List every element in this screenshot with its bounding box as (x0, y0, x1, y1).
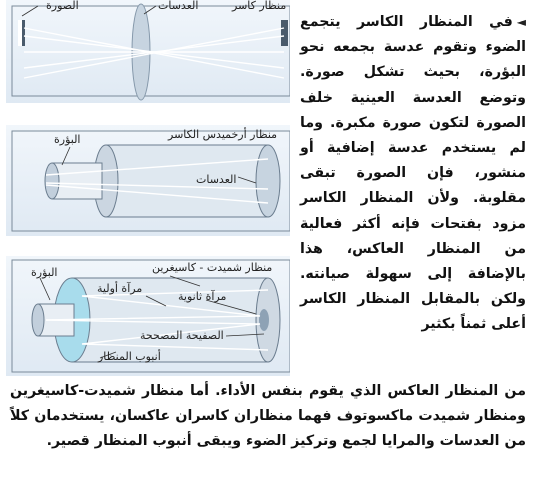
label-focus: البؤرة (54, 133, 81, 146)
image-plate-left-face (18, 20, 22, 46)
label-refractor-title: منظار كاسر (232, 0, 287, 12)
keplerian-diagram (6, 125, 290, 236)
refractor-rays (24, 28, 284, 78)
keplerian-eyepiece-end (45, 163, 59, 199)
label-secondary-mirror: مرآة ثانوية (178, 290, 227, 303)
label-lenses: العدسات (196, 173, 237, 186)
label-focus: البؤرة (31, 266, 58, 279)
image-plate-right (281, 20, 288, 46)
schmidt-secondary-mirror (259, 309, 269, 331)
label-schmidt-title: منظار شميدت - كاسيغرين (152, 261, 273, 274)
label-tube: أنبوب المنظار (98, 350, 161, 363)
side-paragraph (300, 10, 526, 338)
schmidt-eyepiece-end (32, 304, 44, 336)
keplerian-objective-lens (256, 145, 280, 217)
label-lenses: العدسات (158, 0, 199, 12)
keplerian-tube (106, 145, 268, 217)
schmidt-cassegrain-diagram (6, 256, 290, 376)
refractor-diagram (6, 0, 290, 103)
keplerian-drawing (6, 125, 290, 236)
label-corrector-plate: الصفيحة المصححة (140, 329, 224, 342)
label-keplerian-title: منظار أرخميدس الكاسر (168, 128, 278, 141)
bullet-triangle-icon: ◄ (516, 15, 526, 29)
wide-paragraph: من المنظار العاكس الذي يقوم بنفس الأداء. أما منظار شميدت-كاسيغرين ومنظار شميدت ماكسوتوف فهما منظاران كاسران عاكسان، يستخدمان كلاً من العدسات والمرايا لجمع وتركيز الضوء ويبقى أنبوب المنظار قصير. (10, 383, 526, 450)
label-primary-mirror: مرآة أولية (97, 282, 143, 295)
refractor-drawing (6, 0, 290, 103)
side-paragraph-text: في المنظار الكاسر يتجمع الضوء وتقوم عدسة بجمعه نحو البؤرة، بحيث تشكل صورة. وتوضع العدسة العينية خلف الصورة لتكون صورة مكبرة. وما لم يستخدم عدسة إضافية أو منشور، فإن الصورة تبقى مقلوبة. ولأن المنظار الكاسر مزود بفتحات فإنه أكثر فعالية من المنظار العاكس، هذا بالإضافة إلى سهولة صيانته. ولكن بالمقابل المنظار الكاسر أعلى ثمناً بكثير (300, 14, 526, 333)
label-image: الصورة (46, 0, 79, 12)
